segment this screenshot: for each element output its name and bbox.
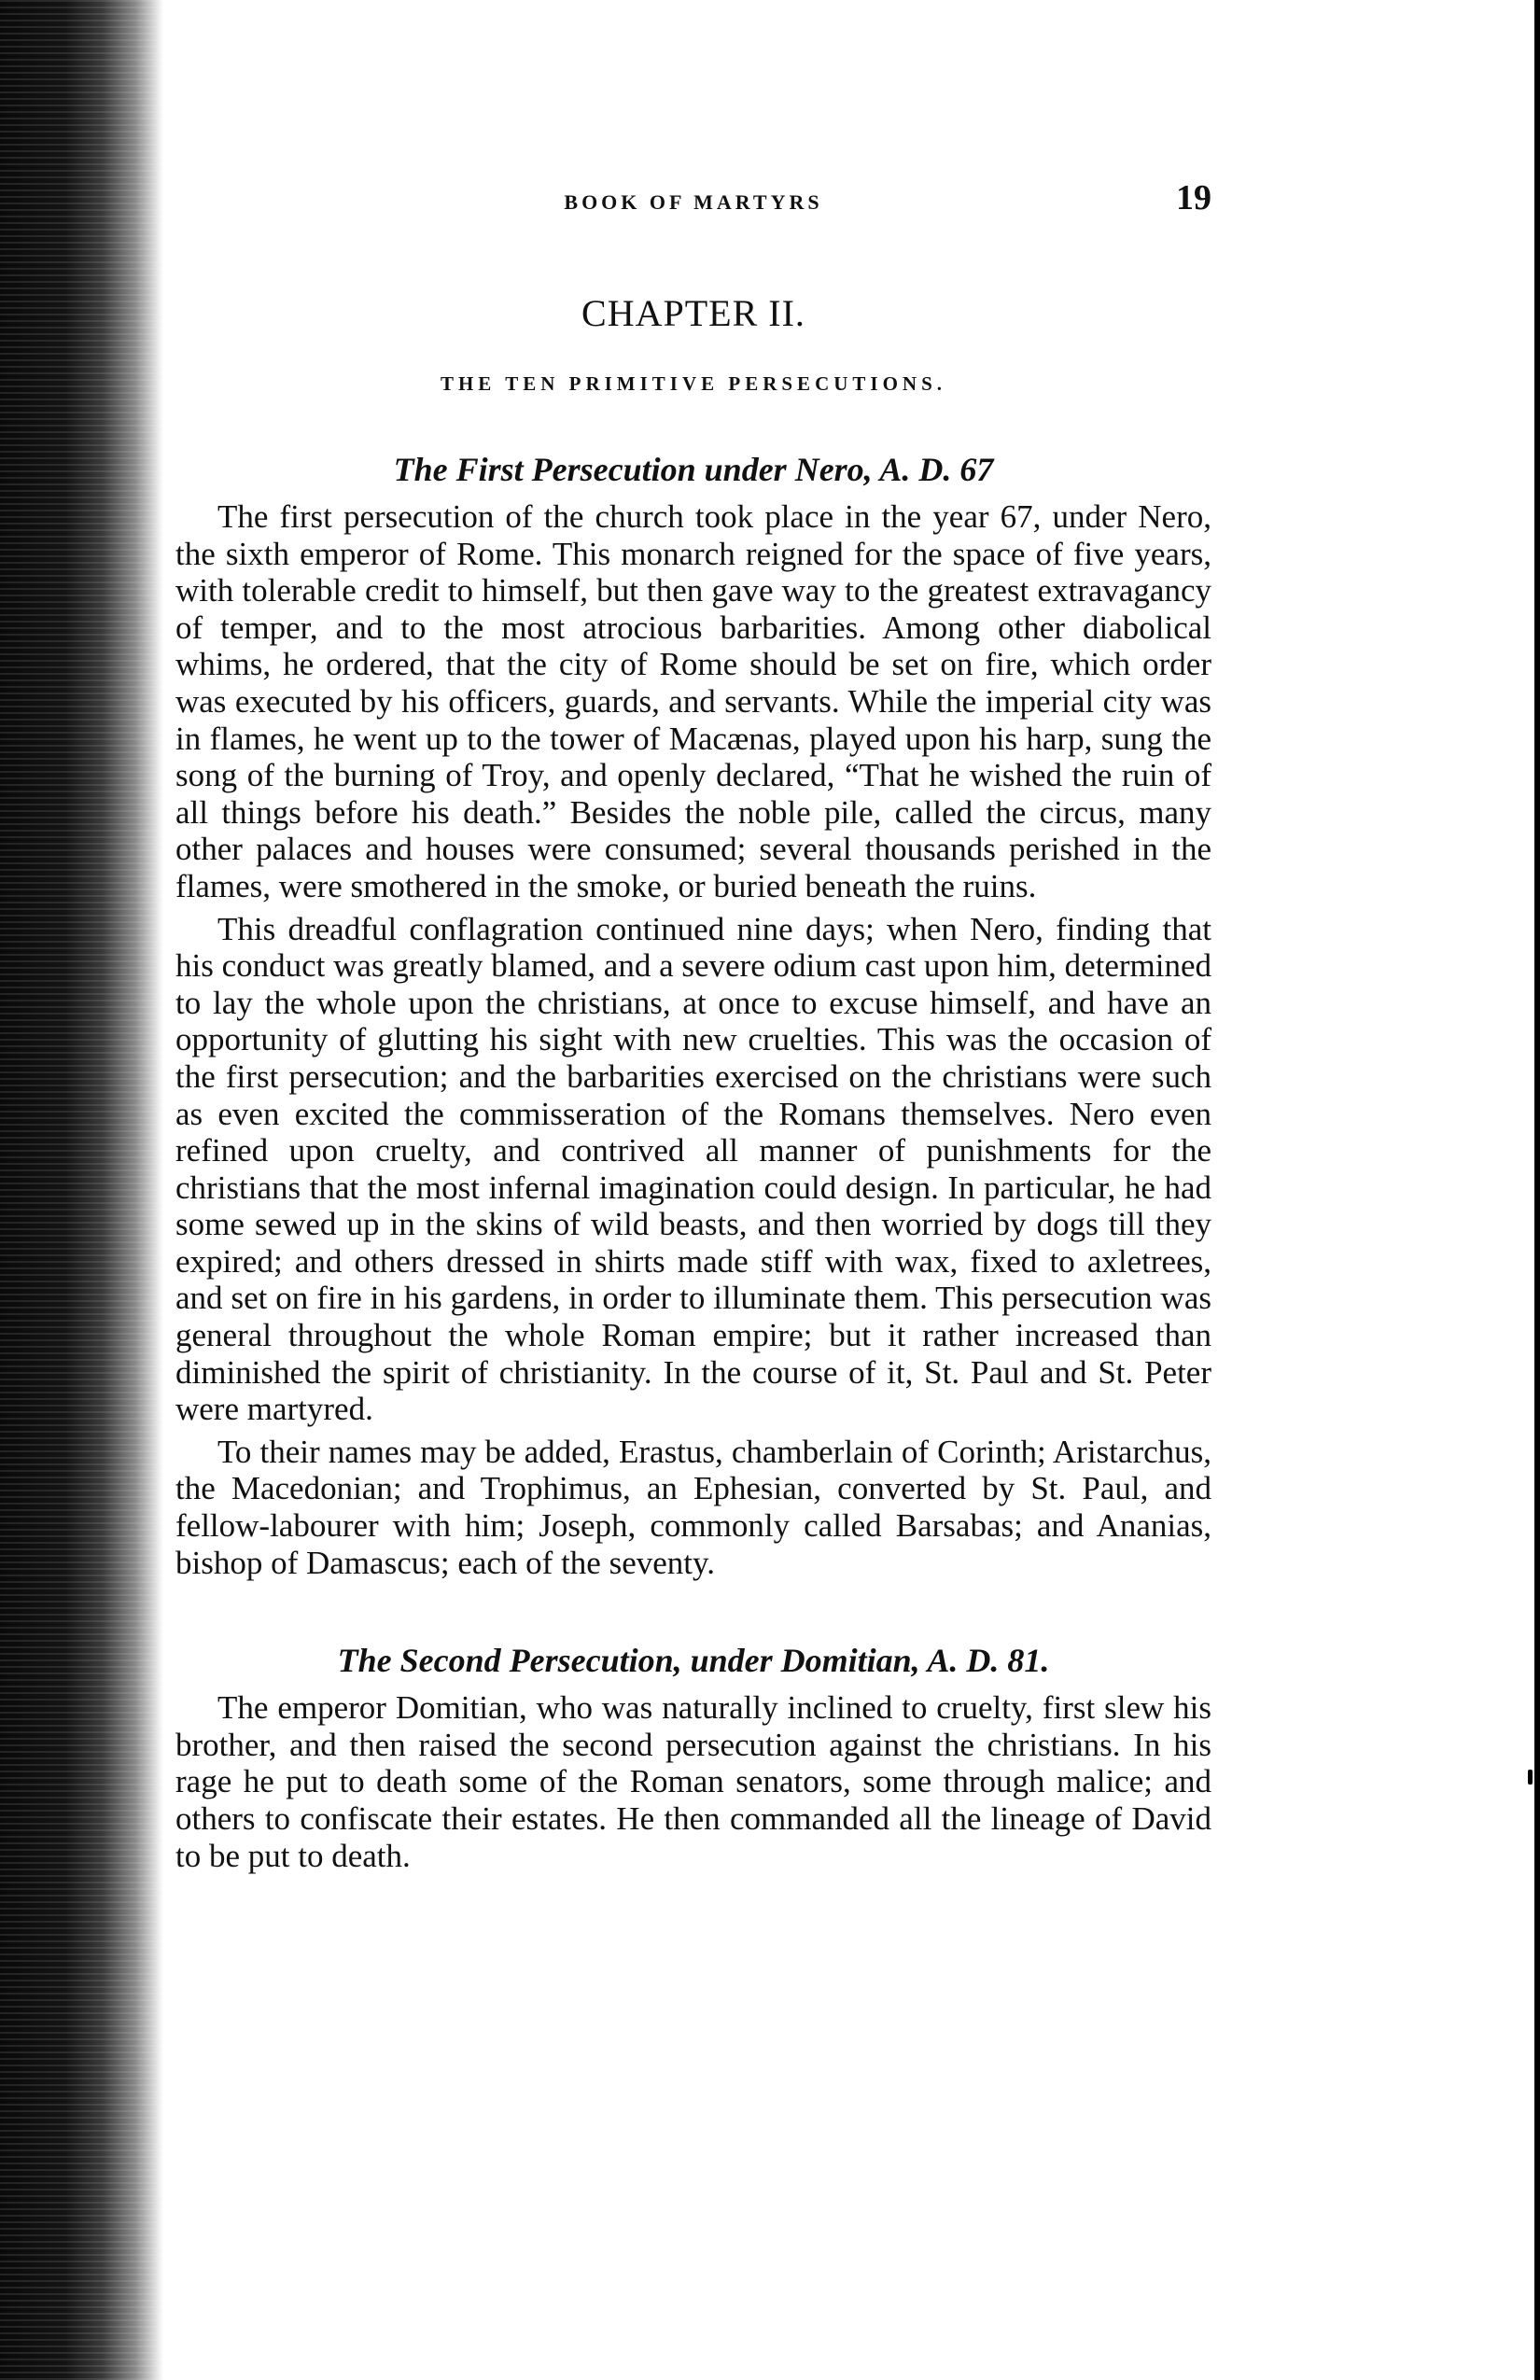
body-paragraph: This dreadful conflagration continued nine days; when Nero, finding that his conduct was greatly blamed, and a severe odium cast upon him, determined to lay the whole upon the christians, at once to excuse himself, and have an opportunity of glutting his sight with new cruelties. This was the occasion of the first persecution; and the barbarities exercised on the christians were such as even excited the commisseration of the Romans themselves. Nero even refined upon cruelty, and contrived all manner of punishments for the christians that the most infernal imagination could design. In particular, he had some sewed up in the skins of wild beasts, and then worried by dogs till they expired; and others dressed in shirts made stiff with wax, fixed to axletrees, and set on fire in his gardens, in order to illuminate them. This persecution was general throughout the whole Roman empire; but it rather increased than diminished the spirit of christianity. In the course of it, St. Paul and St. Peter were martyred. <box>175 910 1211 1428</box>
running-title: BOOK OF MARTYRS <box>564 190 823 214</box>
page-number: 19 <box>1176 178 1211 217</box>
body-paragraph: The emperor Domitian, who was naturally inclined to cruelty, first slew his brother, and then raised the second persecution against the christians. In his rage he put to death some of the Roman senators, some through malice; and others to confiscate their estates. He then commanded all the lineage of David to be put to death. <box>175 1689 1211 1874</box>
section-heading-second-persecution: The Second Persecution, under Domitian, A. D. 81. <box>337 1642 1050 1680</box>
scan-right-edge <box>1534 0 1540 2380</box>
running-head <box>175 177 1211 233</box>
section-heading-first-persecution: The First Persecution under Nero, A. D. 67 <box>393 451 994 488</box>
chapter-title: CHAPTER II. <box>581 292 805 334</box>
chapter-subtitle: THE TEN PRIMITIVE PERSECUTIONS. <box>440 372 947 395</box>
scan-binding-shadow <box>0 0 163 2380</box>
body-paragraph: The first persecution of the church took place in the year 67, under Nero, the sixth emperor of Rome. This monarch reigned for the space of five years, with tolerable credit to himself, but then gave way to the greatest extravagancy of temper, and to the most atrocious barbarities. Among other diabolical whims, he ordered, that the city of Rome should be set on fire, which order was executed by his officers, guards, and servants. While the imperial city was in flames, he went up to the tower of Macænas, played upon his harp, sung the song of the burning of Troy, and openly declared, “That he wished the ruin of all things before his death.” Besides the noble pile, called the circus, many other palaces and houses were consumed; several thousands perished in the flames, were smothered in the smoke, or buried beneath the ruins. <box>175 498 1211 904</box>
body-paragraph: To their names may be added, Erastus, chamberlain of Corinth; Aristarchus, the Macedonian; and Trophimus, an Ephesian, converted by St. Paul, and fellow-labourer with him; Joseph, commonly called Barsabas; and Ananias, bishop of Damascus; each of the seventy. <box>175 1433 1211 1581</box>
scan-edge-mark <box>1528 1770 1533 1785</box>
book-page <box>175 177 1211 1874</box>
